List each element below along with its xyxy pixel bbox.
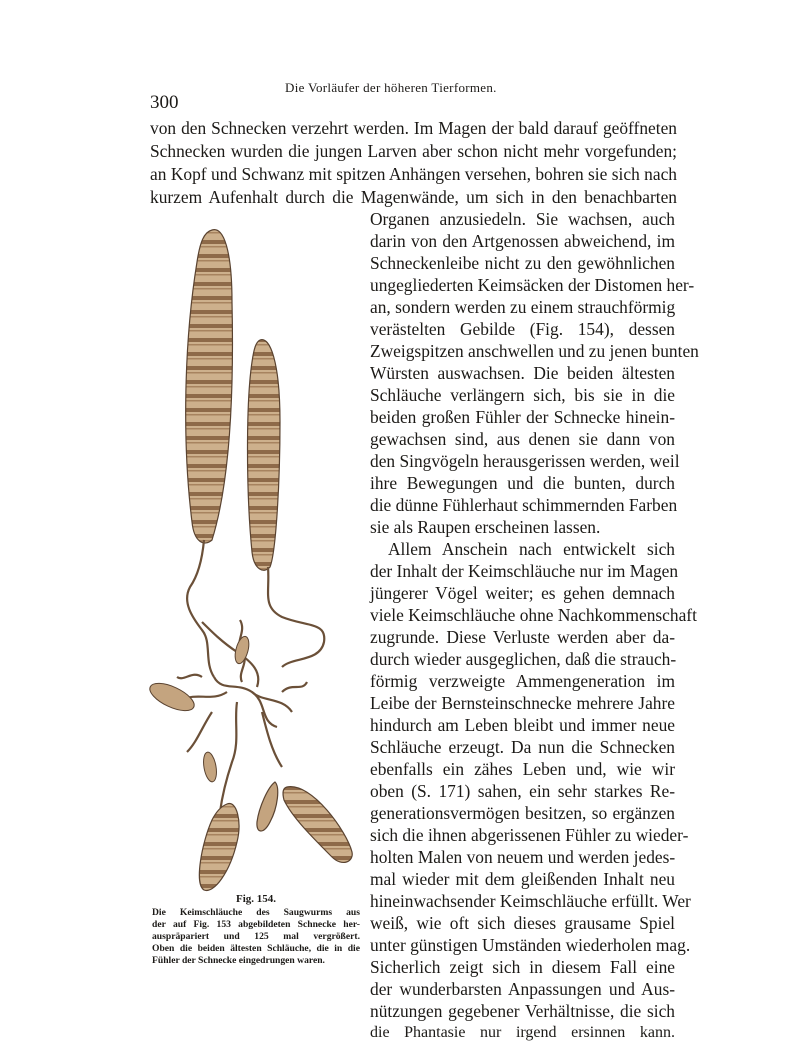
caption-line: auspräpariert und 125 mal vergrößert. <box>152 931 360 942</box>
body-line: zugrunde. Diese Verluste werden aber da- <box>370 627 675 647</box>
body-line: Sicherlich zeigt sich in diesem Fall eine <box>370 957 675 977</box>
keimschlaeuche-illustration <box>142 222 362 892</box>
body-line: gewachsen sind, aus denen sie dann von <box>370 429 675 449</box>
body-line: ihre Bewegungen und die bunten, durch <box>370 473 675 493</box>
body-line: kurzem Aufenhalt durch die Magenwände, um sich in den benachbarten <box>150 187 677 207</box>
body-line: Zweigspitzen anschwellen und zu jenen bunten <box>370 341 699 361</box>
body-line: Würsten auswachsen. Die beiden ältesten <box>370 363 675 383</box>
body-line: sie als Raupen erscheinen lassen. <box>370 517 601 537</box>
body-line: hineinwachsender Keimschläuche erfüllt. Wer <box>370 891 691 911</box>
body-line: an, sondern werden zu einem strauchförmig <box>370 297 676 317</box>
body-line: hindurch am Leben bleibt und immer neue <box>370 715 675 735</box>
body-line: jüngerer Vögel weiter; es gehen demnach <box>370 583 675 603</box>
caption-line: der auf Fig. 153 abgebildeten Schnecke her- <box>152 919 360 930</box>
body-line: ebenfalls ein zähes Leben und, wie wir <box>370 759 675 779</box>
body-line: Organen anzusiedeln. Sie wachsen, auch <box>370 209 675 229</box>
body-line: oben (S. 171) sahen, ein sehr starkes Re- <box>370 781 675 801</box>
body-line: an Kopf und Schwanz mit spitzen Anhängen versehen, bohren sie sich nach <box>150 164 677 184</box>
body-line: der wunderbarsten Anpassungen und Aus- <box>370 979 675 999</box>
body-line: den Singvögeln herausgerissen werden, weil <box>370 451 680 471</box>
caption-line: Fühler der Schnecke eingedrungen waren. <box>152 955 325 966</box>
body-line: von den Schnecken verzehrt werden. Im Magen der bald darauf geöffneten <box>150 118 677 138</box>
body-line: viele Keimschläuche ohne Nachkommenschaft <box>370 605 697 625</box>
body-line: beiden großen Fühler der Schnecke hinein- <box>370 407 675 427</box>
body-line: mal wieder mit dem gleißenden Inhalt neu <box>370 869 675 889</box>
body-line: unter günstigen Umständen wiederholen mag. <box>370 935 691 955</box>
body-line: der Inhalt der Keimschläuche nur im Magen <box>370 561 679 581</box>
body-line: Allem Anschein nach entwickelt sich <box>388 539 675 559</box>
body-line: sich die ihnen abgerissenen Fühler zu wieder- <box>370 825 689 845</box>
body-line: förmig verzweigte Ammengeneration im <box>370 671 675 691</box>
figure-caption <box>152 893 360 967</box>
body-line: ungegliederten Keimsäcken der Distomen her- <box>370 275 695 295</box>
page-number: 300 <box>150 92 179 113</box>
body-line: generationsvermögen besitzen, so ergänzen <box>370 803 675 823</box>
body-line: Leibe der Bernsteinschnecke mehrere Jahre <box>370 693 675 713</box>
body-line: Schnecken wurden die jungen Larven aber schon nicht mehr vorgefunden; <box>150 141 677 161</box>
body-line: weiß, wie oft sich dieses grausame Spiel <box>370 913 675 933</box>
body-line: darin von den Artgenossen abweichend, im <box>370 231 675 251</box>
body-line: Schläuche verlängern sich, bis sie in die <box>370 385 675 405</box>
caption-line: Oben die beiden ältesten Schläuche, die in die <box>152 943 360 954</box>
body-line: durch wieder ausgeglichen, daß die strauch- <box>370 649 677 669</box>
running-head: Die Vorläufer der höheren Tierformen. <box>285 80 497 95</box>
body-line: die dünne Fühlerhaut schimmernden Farben <box>370 495 678 515</box>
body-line: nützungen gegebener Verhältnisse, die sich <box>370 1001 675 1021</box>
body-line: holten Malen von neuem und werden jedes- <box>370 847 676 867</box>
body-line: verästelten Gebilde (Fig. 154), dessen <box>370 319 675 339</box>
body-line: die Phantasie nur irgend ersinnen kann. <box>370 1024 675 1041</box>
body-line: Schläuche erzeugt. Da nun die Schnecken <box>370 737 675 757</box>
caption-line: Die Keimschläuche des Saugwurms aus <box>152 907 360 918</box>
figure-label: Fig. 154. <box>235 893 277 905</box>
body-line: Schneckenleibe nicht zu den gewöhnlichen <box>370 253 675 273</box>
